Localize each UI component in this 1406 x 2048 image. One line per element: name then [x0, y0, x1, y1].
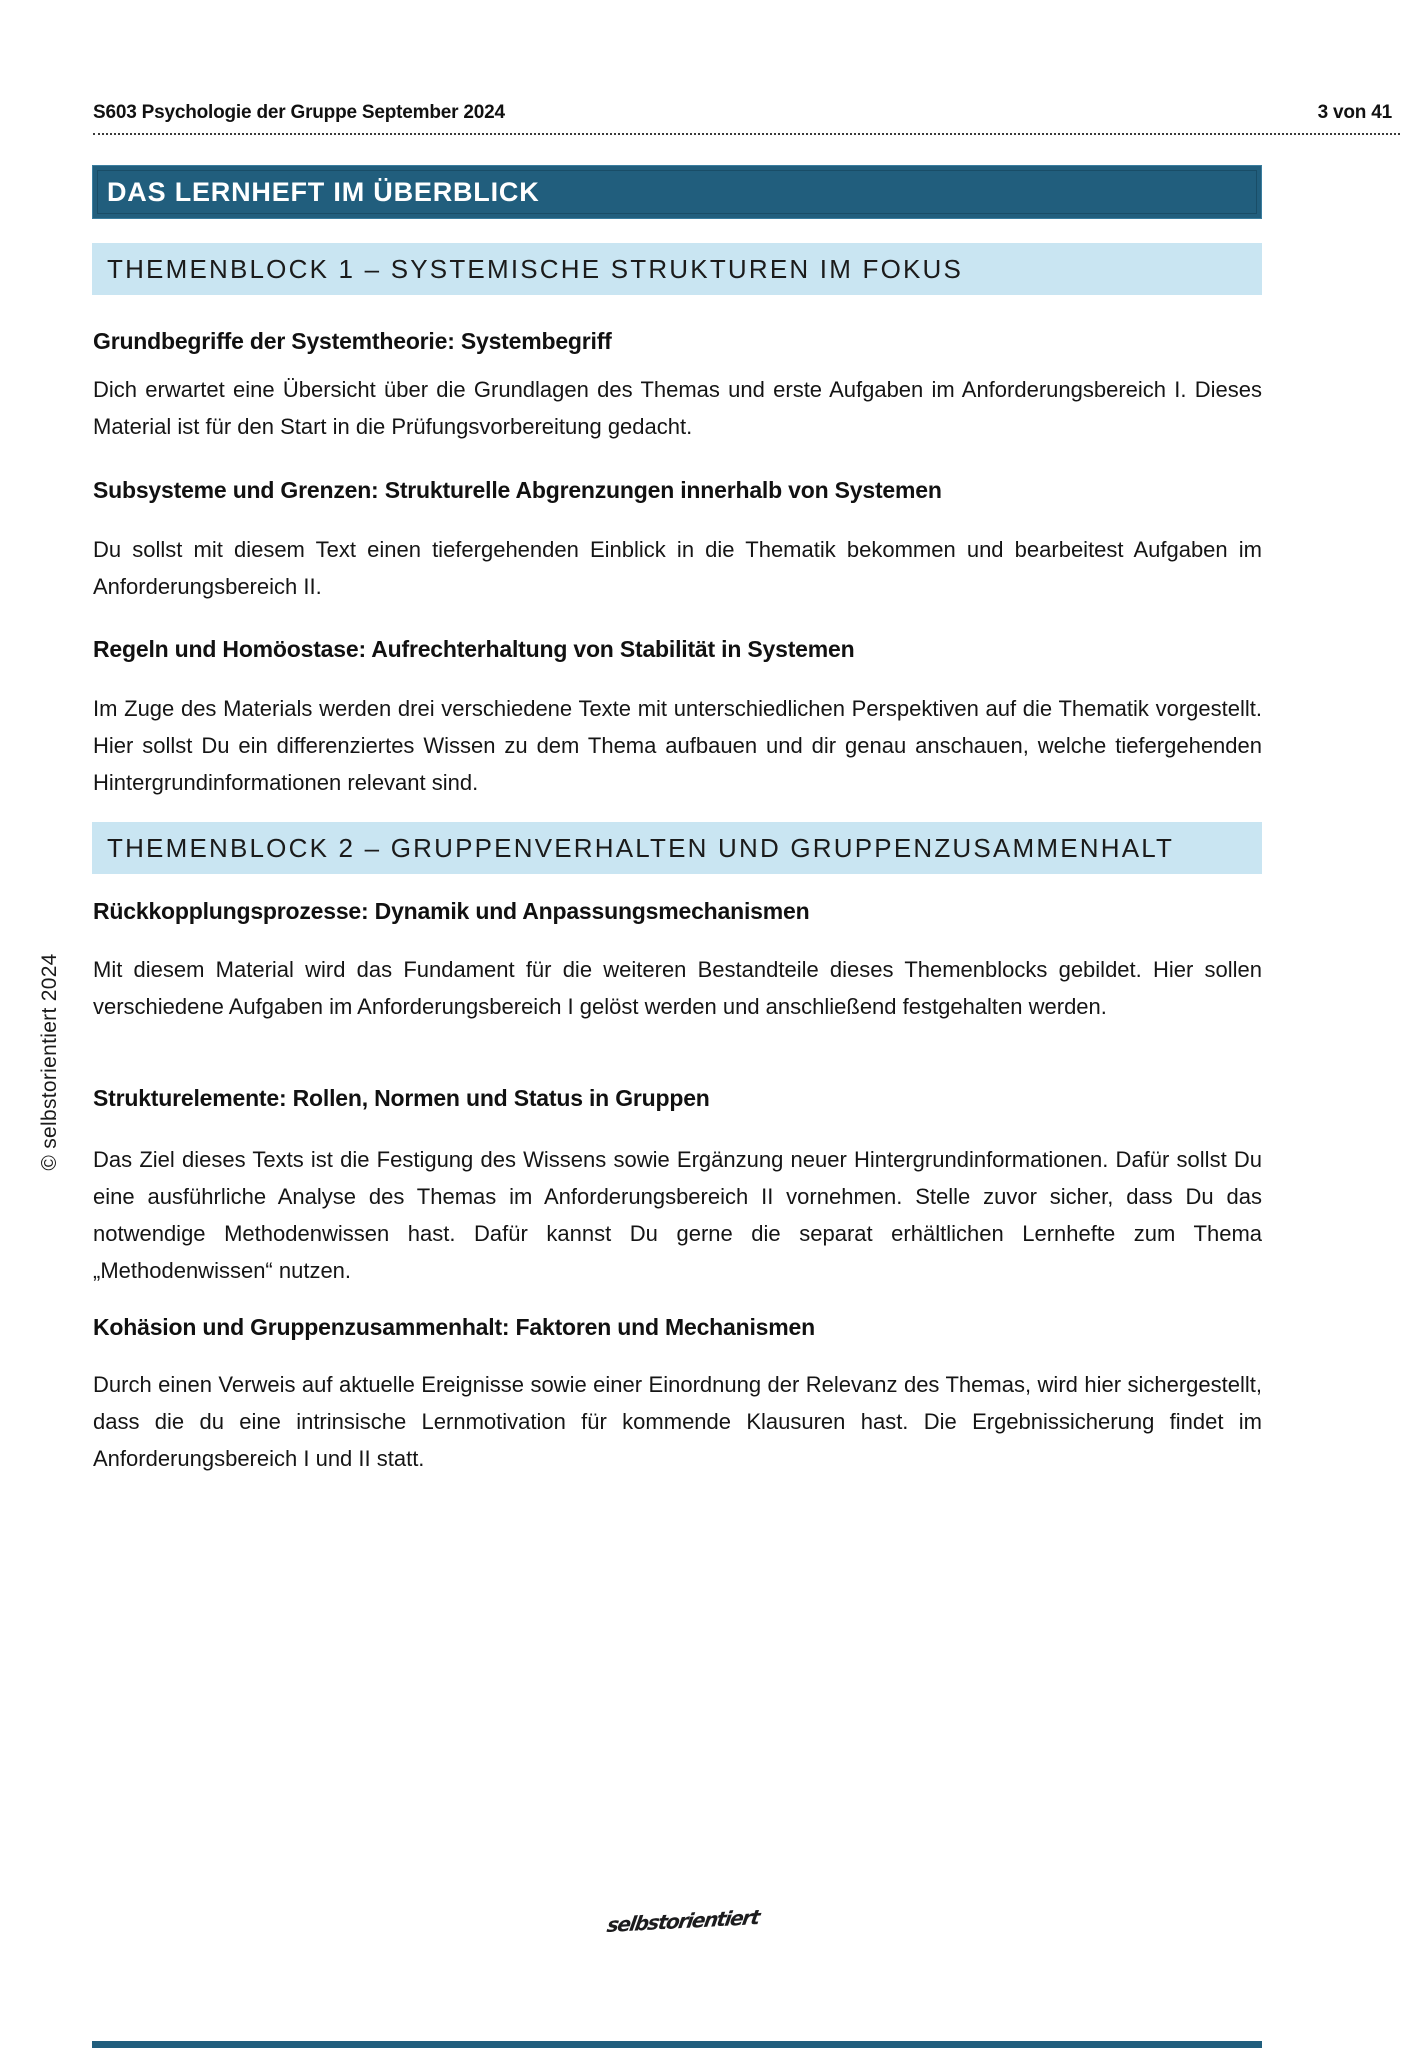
section-paragraph-2-2: Das Ziel dieses Texts ist die Festigung des Wissens sowie Ergänzung neuer Hintergrundinformationen. Dafür sollst Du eine ausführliche Analyse des Themas im Anforderungsbereich II vornehmen. Stelle zuvor sicher, dass Du das notwendige Methodenwissen hast. Dafür kannst Du gerne die separat erhältlichen Lernhefte zum Thema „Methodenwissen“ nutzen.	[93, 1147, 1262, 1283]
section-paragraph-1-1: Dich erwartet eine Übersicht über die Grundlagen des Themas und erste Aufgaben im Anforderungsbereich I. Dieses Material ist für den Start in die Prüfungsvorbereitung gedacht.	[93, 377, 1262, 439]
section-heading-2-3: Kohäsion und Gruppenzusammenhalt: Faktoren und Mechanismen	[93, 1314, 815, 1340]
section-paragraph-2-1: Mit diesem Material wird das Fundament für die weiteren Bestandteile dieses Themenblocks gebildet. Hier sollen verschiedene Aufgaben im Anforderungsbereich I gelöst werden und anschließend festgehalten werden.	[93, 957, 1262, 1019]
themenblock-2-banner	[92, 822, 1262, 874]
section-paragraph-1-2: Du sollst mit diesem Text einen tiefergehenden Einblick in die Thematik bekommen und bearbeitest Aufgaben im Anforderungsbereich II.	[93, 537, 1262, 599]
themenblock-1-label: THEMENBLOCK 1 – SYSTEMISCHE STRUKTUREN IM FOKUS	[107, 253, 964, 284]
page-header	[93, 102, 1392, 124]
header-page-number: 3 von 41	[1317, 102, 1392, 123]
themenblock-1-banner	[92, 243, 1262, 295]
header-divider	[93, 133, 1400, 135]
signature-logo: selbstorientiert	[605, 1904, 761, 1938]
section-paragraph-1-3: Im Zuge des Materials werden drei verschiedene Texte mit unterschiedlichen Perspektiven auf die Thematik vorgestellt. Hier sollst Du ein differenziertes Wissen zu dem Thema aufbauen und dir genau anschauen, welche tiefergehenden Hintergrundinformationen relevant sind.	[93, 696, 1262, 795]
section-paragraph-2-3: Durch einen Verweis auf aktuelle Ereignisse sowie einer Einordnung der Relevanz des Themas, wird hier sichergestellt, dass die du eine intrinsische Lernmotivation für kommende Klausuren hast. Die Ergebnissicherung findet im Anforderungsbereich I und II statt.	[93, 1372, 1262, 1471]
section-heading-1-1: Grundbegriffe der Systemtheorie: Systembegriff	[93, 328, 612, 354]
copyright-vertical-text: © selbstorientiert 2024	[38, 953, 61, 1171]
section-heading-2-2: Strukturelemente: Rollen, Normen und Status in Gruppen	[93, 1085, 710, 1111]
title-banner	[92, 165, 1262, 219]
themenblock-2-label: THEMENBLOCK 2 – GRUPPENVERHALTEN UND GRUPPENZUSAMMENHALT	[107, 832, 1175, 863]
section-heading-1-2: Subsysteme und Grenzen: Strukturelle Abgrenzungen innerhalb von Systemen	[93, 477, 942, 503]
title-banner-label: DAS LERNHEFT IM ÜBERBLICK	[107, 176, 540, 207]
section-heading-1-3: Regeln und Homöostase: Aufrechterhaltung von Stabilität in Systemen	[93, 636, 855, 662]
header-doc-title: S603 Psychologie der Gruppe September 2024	[93, 102, 505, 123]
section-heading-2-1: Rückkopplungsprozesse: Dynamik und Anpassungsmechanismen	[93, 898, 810, 924]
footer-bar	[92, 2041, 1262, 2048]
